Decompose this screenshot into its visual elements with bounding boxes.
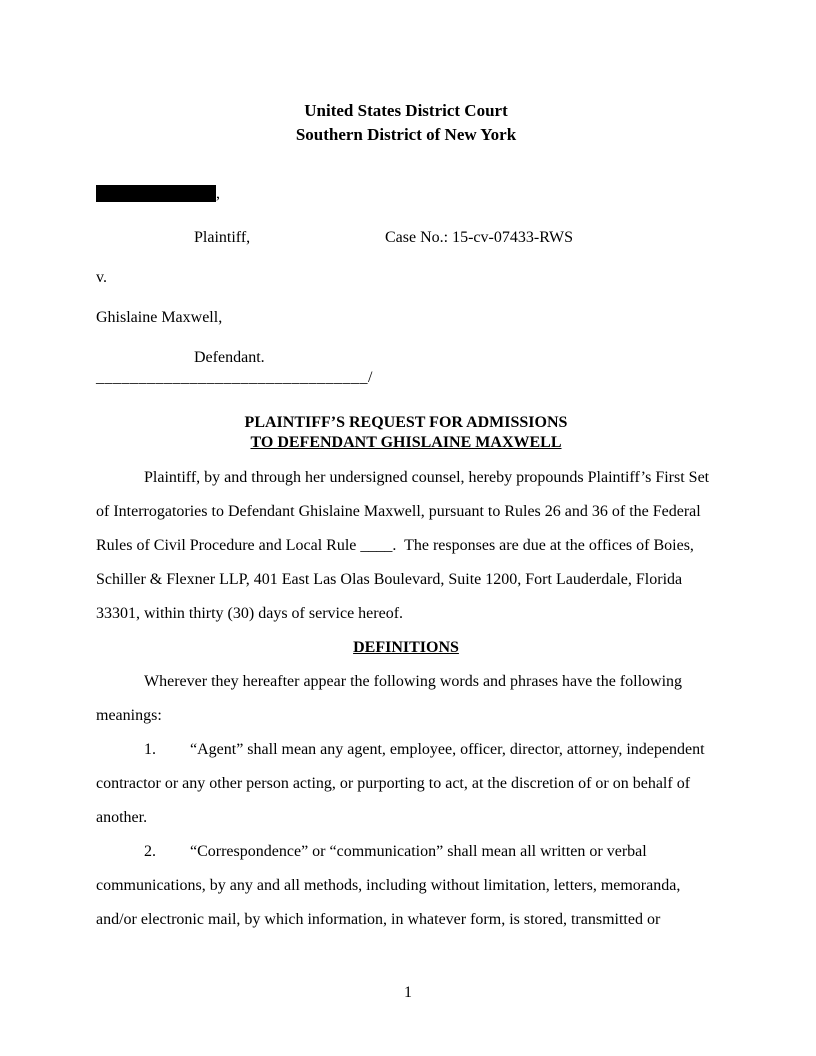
court-name-line1: United States District Court [304,101,508,120]
page-number: 1 [404,984,412,1001]
intro-paragraph: Plaintiff, by and through her undersigned counsel, hereby propounds Plaintiff’s First Set of Interrogatories to Defendant Ghislaine Maxwell, pursuant to Rules 26 and 36 of the Federal Rules of Civil Procedure and Local Rule ____. The responses are due at the offices of Boies, Schiller & Flexner LLP, 401 East Las Olas Boulevard, Suite 1200, Fort Lauderdale, Florida 33301, within thirty (30) days of service hereof. [96,469,710,622]
case-caption [96,185,716,387]
definitions-heading-text: DEFINITIONS [353,639,459,656]
defendant-row [96,349,716,367]
court-name [96,99,716,147]
definition-item-2 [96,835,716,937]
case-number: Case No.: 15-cv-07433-RWS [385,229,573,246]
caption-separator: ________________________________/ [96,369,373,386]
definition-item-1 [96,733,716,835]
definition-number: 2. [144,843,156,860]
definitions-heading [96,631,716,665]
defendant-label: Defendant. [194,349,265,366]
redaction-bar [96,185,216,202]
document-title [96,413,716,453]
plaintiff-row [96,229,716,247]
plaintiff-label: Plaintiff, [194,229,251,246]
definition-text: “Agent” shall mean any agent, employee, officer, director, attorney, independent contractor or any other person acting, or purporting to act, at the discretion of or on behalf of another. [96,741,705,826]
defendant-name: Ghislaine Maxwell, [96,309,223,326]
document-title-line1: PLAINTIFF’S REQUEST FOR ADMISSIONS [244,414,568,431]
document-body [96,461,716,937]
definitions-intro: Wherever they hereafter appear the following words and phrases have the following meanings: [96,673,683,724]
versus: v. [96,269,107,286]
plaintiff-suffix: , [216,185,220,202]
plaintiff-name-row [96,185,716,203]
court-name-line2: Southern District of New York [295,125,517,144]
definition-number: 1. [144,741,156,758]
document-title-line2: TO DEFENDANT GHISLAINE MAXWELL [250,434,562,451]
definition-text: “Correspondence” or “communication” shall mean all written or verbal communications, by any and all methods, including without limitation, letters, memoranda, and/or electronic mail, by which information, in whatever form, is stored, transmitted or [96,843,681,928]
